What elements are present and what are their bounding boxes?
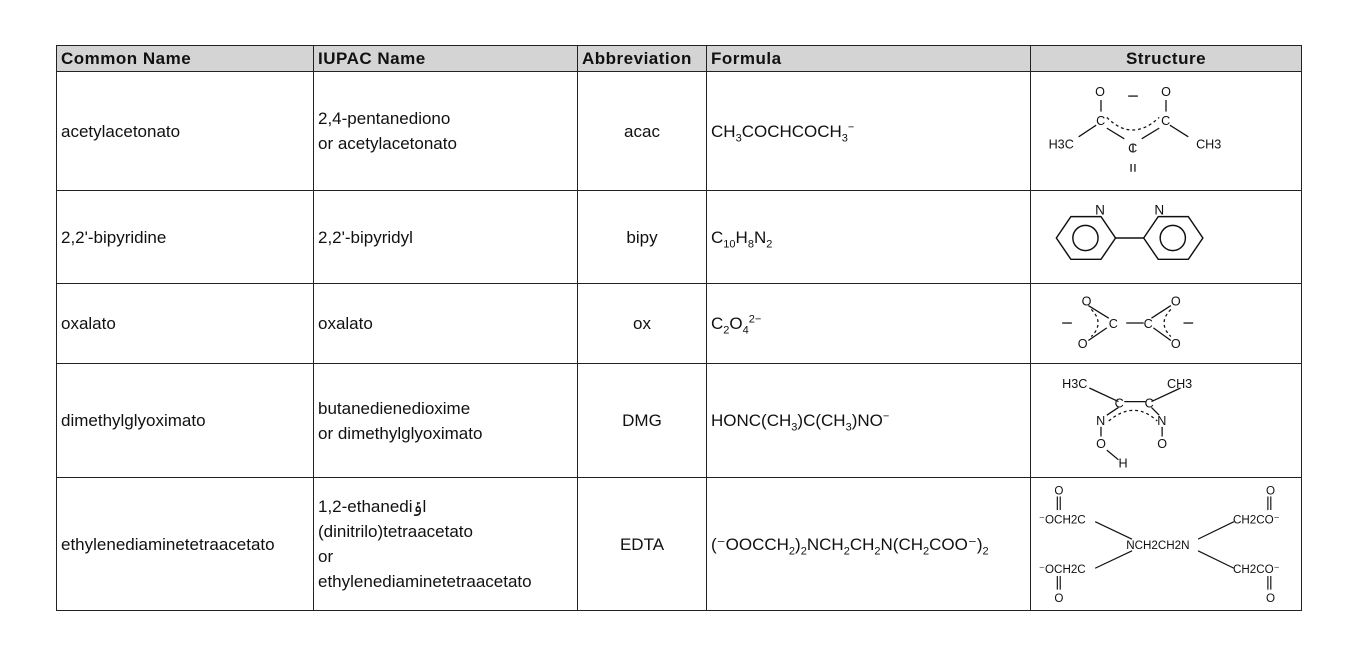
formula-text: C — [711, 227, 724, 247]
structure-label: CH2CO⁻ — [1232, 562, 1280, 576]
structure-label: C — [1114, 395, 1124, 410]
formula-text: CH — [711, 121, 736, 141]
structure-label: H3C — [1062, 376, 1088, 391]
formula-subscript: 10 — [723, 237, 736, 250]
structure-label: O — [1265, 591, 1275, 605]
structure-cell — [1031, 72, 1302, 191]
iupac-line: 2,4-pentanediono — [318, 109, 451, 128]
structure-label: O — [1095, 84, 1105, 99]
iupac-line: or — [318, 547, 334, 566]
table-row — [57, 364, 1302, 478]
formula-text: (⁻OOCCH — [711, 534, 789, 554]
formula-subscript: 2 — [766, 237, 773, 250]
structure-label: NCH2CH2N — [1126, 538, 1190, 552]
dmg-structure-diagram — [1035, 365, 1297, 477]
formula-subscript: 3 — [841, 131, 848, 144]
structure-label: O — [1161, 84, 1171, 99]
iupac-name-cell — [314, 478, 578, 611]
oxalato-structure-diagram — [1035, 285, 1297, 363]
header-structure: Structure — [1031, 46, 1302, 72]
structure-label: C — [1143, 316, 1153, 331]
formula-subscript: 2 — [723, 324, 730, 337]
iupac-name-cell — [314, 191, 578, 284]
formula-superscript: 2− — [748, 313, 762, 326]
formula-subscript: 3 — [735, 131, 742, 144]
formula-text: N(CH — [880, 534, 923, 554]
iupac-line: butanedienedioxime — [318, 398, 471, 418]
structure-label: C — [1096, 113, 1106, 128]
structure-label: C — [1144, 395, 1154, 410]
abbreviation-cell: ox — [578, 284, 707, 364]
common-name-cell: 2,2'-bipyridine — [57, 191, 314, 284]
structure-label: H3C — [1048, 136, 1074, 151]
formula-subscript: 2 — [788, 544, 796, 557]
formula-cell — [707, 478, 1031, 611]
structure-label: O — [1054, 591, 1064, 605]
formula-text: O — [729, 314, 743, 333]
formula-cell — [707, 284, 1031, 364]
formula-text: )C(CH — [797, 411, 846, 430]
header-row — [57, 46, 1302, 72]
formula-text: HONC(CH — [711, 411, 792, 430]
formula-subscript: 2 — [843, 544, 850, 557]
formula-text: N — [753, 227, 767, 247]
structure-label: C — [1108, 316, 1118, 331]
table-row — [57, 72, 1302, 191]
structure-label: O — [1170, 294, 1181, 309]
abbreviation-cell: EDTA — [578, 478, 707, 611]
formula-text: C — [711, 314, 724, 333]
iupac-name-cell — [314, 284, 578, 364]
formula-text: NCH — [806, 534, 844, 554]
common-name-cell: ethylenediaminetetraacetato — [57, 478, 314, 611]
formula-cell — [707, 191, 1031, 284]
iupac-line: oxalato — [318, 314, 373, 333]
abbreviation-cell: bipy — [578, 191, 707, 284]
formula-subscript: 3 — [845, 421, 852, 434]
acac-structure-diagram — [1035, 73, 1297, 190]
iupac-line: 1,2-ethanediݹl — [318, 497, 427, 516]
structure-label: H — [1118, 456, 1128, 471]
table-row — [57, 478, 1302, 611]
structure-cell — [1031, 191, 1302, 284]
bipy-structure-diagram — [1035, 192, 1297, 283]
structure-label: CH3 — [1196, 136, 1222, 151]
formula-subscript: 3 — [791, 421, 798, 434]
formula-superscript: − — [847, 120, 855, 133]
structure-label: CH2CO⁻ — [1232, 513, 1280, 527]
formula-cell — [707, 72, 1031, 191]
structure-label: N — [1154, 202, 1165, 218]
abbreviation-cell: DMG — [578, 364, 707, 478]
iupac-line: 2,2'-bipyridyl — [318, 227, 413, 247]
ligand-table — [56, 45, 1302, 611]
edta-structure-diagram — [1035, 479, 1297, 610]
table-row — [57, 284, 1302, 364]
formula-cell — [707, 364, 1031, 478]
formula-text: CH — [849, 534, 875, 554]
structure-label: ⁻OCH2C — [1038, 562, 1086, 576]
iupac-line: or dimethylglyoximato — [318, 423, 483, 443]
iupac-name-cell — [314, 364, 578, 478]
header-abbreviation: Abbreviation — [578, 46, 707, 72]
structure-label: O — [1077, 336, 1088, 351]
formula-text: ) — [795, 534, 801, 554]
structure-label: O — [1157, 436, 1168, 451]
abbreviation-cell: acac — [578, 72, 707, 191]
structure-label: C — [1161, 113, 1171, 128]
table-row — [57, 191, 1302, 284]
structure-label: N — [1095, 202, 1105, 218]
structure-cell — [1031, 478, 1302, 611]
structure-label: CH3 — [1166, 376, 1193, 391]
formula-subscript: 2 — [923, 544, 930, 557]
header-common-name: Common Name — [57, 46, 314, 72]
structure-cell — [1031, 284, 1302, 364]
structure-label: O — [1265, 484, 1275, 498]
header-iupac-name: IUPAC Name — [314, 46, 578, 72]
formula-subscript: 4 — [742, 324, 749, 337]
formula-text: )NO — [851, 411, 883, 430]
structure-label: C — [1128, 140, 1138, 155]
formula-subscript: 2 — [982, 544, 989, 557]
structure-label: N — [1157, 413, 1167, 428]
formula-text: COCHCOCH — [741, 121, 842, 141]
structure-label: N — [1096, 413, 1106, 428]
formula-subscript: 8 — [747, 237, 754, 250]
common-name-cell: dimethylglyoximato — [57, 364, 314, 478]
iupac-name-cell — [314, 72, 578, 191]
common-name-cell: oxalato — [57, 284, 314, 364]
header-formula: Formula — [707, 46, 1031, 72]
formula-subscript: 2 — [800, 544, 807, 557]
formula-superscript: − — [882, 410, 890, 423]
structure-label: O — [1081, 294, 1092, 309]
structure-label: O — [1096, 436, 1106, 451]
common-name-cell: acetylacetonato — [57, 72, 314, 191]
structure-label: ⁻OCH2C — [1038, 513, 1086, 527]
formula-text: H — [735, 227, 748, 247]
formula-subscript: 2 — [874, 544, 881, 557]
iupac-line: or acetylacetonato — [318, 134, 457, 153]
iupac-line: ethylenediaminetetraacetato — [318, 572, 532, 591]
iupac-line: (dinitrilo)tetraacetato — [318, 522, 473, 541]
formula-text: COO⁻) — [929, 534, 983, 554]
structure-label: O — [1170, 336, 1181, 351]
structure-label: O — [1054, 484, 1064, 498]
structure-cell — [1031, 364, 1302, 478]
